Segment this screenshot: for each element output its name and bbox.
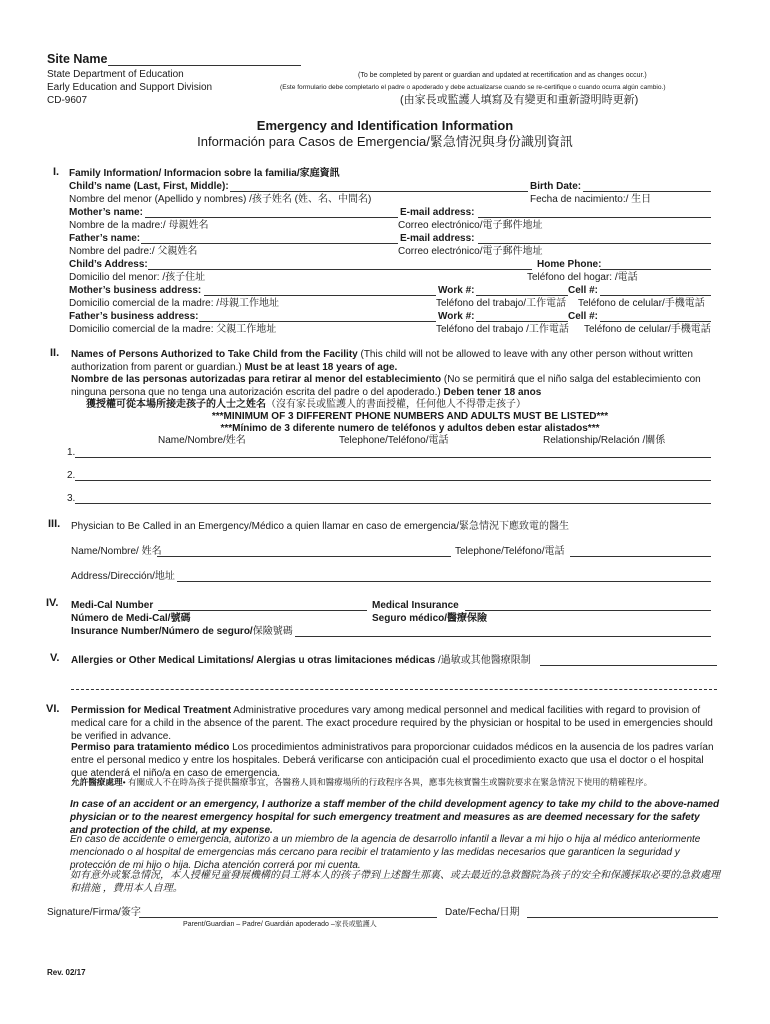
cell-phone-field-2[interactable]: [600, 321, 711, 322]
physician-phone-field[interactable]: [570, 556, 711, 557]
form-subtitle: Información para Casos de Emergencia/緊急情況與身份識別資訊: [197, 134, 573, 149]
work-phone-field-2[interactable]: [476, 321, 568, 322]
section-6-number: VI.: [46, 703, 60, 715]
signature-label-zh: 簽字: [120, 907, 141, 918]
form-title: Emergency and Identification Information: [256, 118, 514, 133]
email-field-2[interactable]: [478, 243, 711, 244]
section-2-heading-note: (This child will not be allowed to leave with any other person without written authorization from parent or guardian.): [71, 349, 693, 373]
allergies-field-1[interactable]: [540, 665, 717, 666]
signature-label-text: Signature/Firma/: [47, 907, 121, 918]
medical-insurance-label: Medical Insurance: [372, 600, 459, 611]
column-relationship-header: Relationship/Relación /關係: [543, 435, 666, 446]
physician-address-label: Address/Dirección/地址: [71, 571, 175, 582]
father-name-label-es: Nombre del padre:/ 父親姓名: [69, 246, 198, 257]
seguro-medico-label: Seguro médico/醫療保險: [372, 613, 488, 624]
agency-line-1: State Department of Education: [47, 69, 184, 80]
work-phone-label-1-es: Teléfono del trabajo/工作電話: [436, 298, 567, 309]
signature-field[interactable]: [139, 917, 437, 918]
authorization-text-zh: 如有意外或緊急情況，本人授權兒童發展機構的員工將本人的孩子帶到上述醫生那裏、或去最近的急救醫院為孩子的安全和保護採取必要的急救處理和措施 ，費用本人自理。: [70, 870, 720, 894]
birth-date-field[interactable]: [583, 191, 711, 192]
signature-label: [47, 906, 141, 919]
authorization-text-es: En caso de accidente o emergencia, autorizo a un miembro de la agencia de desarrollo infantil a llevar a mi hijo o hija al médico anteriormente mencionado o al hospital de emergencias más cercano para recibir el tratamiento y las medidas necesarios que garanticen la seguridad y protección de mi hijo o hija. Dicha atención correrá por mi cuenta.: [70, 834, 701, 871]
child-address-field[interactable]: [148, 269, 532, 270]
mother-business-label: Mother’s business address:: [69, 285, 202, 296]
email-field-1[interactable]: [478, 217, 711, 218]
home-phone-label-es: Teléfono del hogar: /電話: [527, 272, 638, 283]
physician-name-label: Name/Nombre/ 姓名: [71, 546, 162, 557]
father-name-field[interactable]: [141, 243, 398, 244]
section-1-number: I.: [53, 166, 60, 178]
permission-body-es: Los procedimientos administrativos para proporcionar cuidados médicos en la ausencia de los padres varían entre el personal medico y entre los hospitales. Deberá verificarse con anticipación cual el procedimiento exacto que usa el doctor o el hospital que atenderá el niño/a en caso de emergencia.: [71, 742, 714, 779]
allergies-field-2[interactable]: [71, 689, 717, 690]
permission-body-zh: • 有關成人不在時為孩子提供醫療事宜，各醫務人員和醫療場所的行政程序各異，應事先核實醫生或醫院要求在緊急情況下使用的精確程序。: [122, 777, 653, 787]
child-address-label-es: Domicilio del menor: /孩子住址: [69, 272, 206, 283]
email-label-2: E-mail address:: [400, 233, 475, 244]
work-phone-field-1[interactable]: [476, 295, 568, 296]
child-name-field[interactable]: [230, 191, 528, 192]
mother-name-field[interactable]: [145, 217, 398, 218]
header-note-zh: (由家長或監護人填寫及有變更和重新證明時更新): [400, 94, 639, 106]
mother-name-label: Mother’s name:: [69, 207, 143, 218]
insurance-number-field[interactable]: [295, 636, 711, 637]
mother-business-label-es: Domicilio comercial de la madre: /母親工作地址: [69, 298, 280, 309]
cell-phone-field-1[interactable]: [600, 295, 711, 296]
permission-text-es: [71, 741, 719, 780]
home-phone-label: Home Phone:: [537, 259, 602, 270]
cell-phone-label-1: Cell #:: [568, 285, 599, 296]
insurance-number-label: [71, 625, 293, 638]
insurance-number-label-text: Insurance Number/Número de seguro/: [71, 626, 253, 637]
allergies-label-zh: /過敏或其他醫療限制: [435, 655, 531, 666]
permission-heading-es: Permiso para tratamiento médico: [71, 742, 230, 753]
authorization-text-en: In case of an accident or an emergency, I authorize a staff member of the child development agency to take my child to the above-named physician or to the nearest emergency hospital for such emergency treatment and measures as are deemed necessary for the safety and protection of the child, at my expense.: [70, 799, 720, 836]
mother-name-label-es: Nombre de la madre:/ 母親姓名: [69, 220, 209, 231]
cell-phone-label-2-es: Teléfono de celular/手機電話: [584, 324, 711, 335]
cell-phone-label-2: Cell #:: [568, 311, 599, 322]
permission-heading-en: Permission for Medical Treatment: [71, 705, 232, 716]
physician-address-field[interactable]: [177, 581, 711, 582]
work-phone-label-1: Work #:: [438, 285, 475, 296]
cell-phone-label-1-es: Teléfono de celular/手機電話: [578, 298, 705, 309]
header-note-en: (To be completed by parent or guardian and updated at recertification and as changes occur.): [358, 72, 647, 79]
authorized-row-1-number: 1.: [67, 447, 76, 458]
date-label-zh: 日期: [499, 907, 520, 918]
email-label-1: E-mail address:: [400, 207, 475, 218]
section-2-age-requirement: Must be at least 18 years of age.: [244, 362, 398, 373]
section-3-number: III.: [48, 518, 61, 530]
father-business-label-es: Domicilio comercial de la madre: 父親工作地址: [69, 324, 277, 335]
site-name-label: Site Name: [47, 52, 108, 66]
signature-sublabel: Parent/Guardian – Padre/ Guardián apoderado –家長或監護人: [183, 921, 377, 928]
minimum-requirement-es: ***Mínimo de 3 diferente numero de teléfonos y adultos deben estar alistados***: [220, 423, 600, 434]
work-phone-label-2: Work #:: [438, 311, 475, 322]
birth-date-label-es: Fecha de nacimiento:/ 生日: [530, 194, 652, 205]
header-note-es: (Este formulario debe completarlo el padre o apoderado y debe actualizarse cuando se re-certifique o cuando ocurra algún cambio.): [280, 84, 666, 91]
section-2-number: II.: [50, 347, 60, 359]
medi-cal-label: Medi-Cal Number: [71, 600, 154, 611]
child-address-label: Child’s Address:: [69, 259, 148, 270]
permission-body-en: Administrative procedures vary among medical personnel and medical facilities with regard to provision of medical care for a child in the absence of the parent. The exact procedure required by the physician or hospital to be used in emergencies should be verified in advance.: [71, 705, 713, 742]
child-name-label-es: Nombre del menor (Apellido y nombres) /孩子姓名 (姓、名、中間名): [69, 194, 372, 205]
father-name-label: Father’s name:: [69, 233, 141, 244]
authorized-row-3-field[interactable]: [75, 503, 711, 504]
insurance-number-label-zh: 保險號碼: [252, 626, 293, 637]
date-label-text: Date/Fecha/: [445, 907, 500, 918]
section-2-heading-es-note: (No se permitirá que el niño salga del establecimiento con ninguna persona que no tenga una autorización escrita del padre o del apoderado.): [71, 374, 701, 398]
revision-number: Rev. 02/17: [47, 968, 86, 977]
birth-date-label: Birth Date:: [530, 181, 582, 192]
medi-cal-label-es: Número de Medi-Cal/號碼: [71, 613, 191, 624]
medi-cal-field[interactable]: [158, 610, 367, 611]
section-4-number: IV.: [46, 597, 59, 609]
section-1-heading: Family Information/ Informacion sobre la familia/家庭資訊: [69, 168, 340, 179]
section-2-heading-bold: Names of Persons Authorized to Take Child from the Facility: [71, 349, 358, 360]
child-name-label: Child’s name (Last, First, Middle):: [69, 181, 229, 192]
permission-heading-zh: 允許醫療處理: [71, 777, 123, 787]
authorized-row-2-number: 2.: [67, 470, 76, 481]
physician-name-field[interactable]: [157, 556, 451, 557]
home-phone-field[interactable]: [600, 269, 711, 270]
section-2-heading-es-bold: Nombre de las personas autorizadas para retirar al menor del establecimiento: [71, 374, 442, 385]
permission-text-en: [71, 704, 719, 743]
email-label-1-es: Correo electrónico/電子郵件地址: [398, 220, 543, 231]
agency-line-2: Early Education and Support Division: [47, 82, 213, 93]
medical-insurance-field[interactable]: [465, 610, 711, 611]
site-name-field[interactable]: [108, 65, 301, 66]
date-label: [445, 906, 519, 919]
authorized-row-1-field[interactable]: [75, 457, 711, 458]
physician-phone-label: Telephone/Teléfono/電話: [455, 546, 565, 557]
authorized-row-2-field[interactable]: [75, 480, 711, 481]
permission-text-zh: [71, 777, 719, 788]
section-2-heading: [71, 348, 716, 374]
email-label-2-es: Correo electrónico/電子郵件地址: [398, 246, 543, 257]
section-2-heading-zh-bold: 獲授權可從本場所接走孩子的人士之姓名: [86, 399, 266, 410]
section-3-heading: Physician to Be Called in an Emergency/Médico a quien llamar en caso de emergencia/緊急情況下應致電的醫生: [71, 521, 569, 532]
father-business-field[interactable]: [199, 321, 436, 322]
section-2-heading-es: [71, 373, 716, 399]
minimum-requirement-en: ***MINIMUM OF 3 DIFFERENT PHONE NUMBERS AND ADULTS MUST BE LISTED***: [211, 411, 609, 422]
section-5-number: V.: [50, 652, 60, 664]
allergies-label: [71, 654, 531, 667]
allergies-label-text: Allergies or Other Medical Limitations/ Alergias u otras limitaciones médicas: [71, 655, 436, 666]
mother-business-field[interactable]: [204, 295, 436, 296]
father-business-label: Father’s business address:: [69, 311, 199, 322]
form-code: CD-9607: [47, 95, 88, 106]
section-2-heading-zh-note: （沒有家長或監護人的書面授權，任何他人不得帶走孩子）: [266, 399, 526, 410]
section-2-age-requirement-es: Deben tener 18 anos: [443, 387, 542, 398]
work-phone-label-2-es: Teléfono del trabajo /工作電話: [436, 324, 569, 335]
column-phone-header: Telephone/Teléfono/電話: [339, 435, 449, 446]
column-name-header: Name/Nombre/姓名: [158, 435, 246, 446]
date-field[interactable]: [527, 917, 718, 918]
authorized-row-3-number: 3.: [67, 493, 76, 504]
